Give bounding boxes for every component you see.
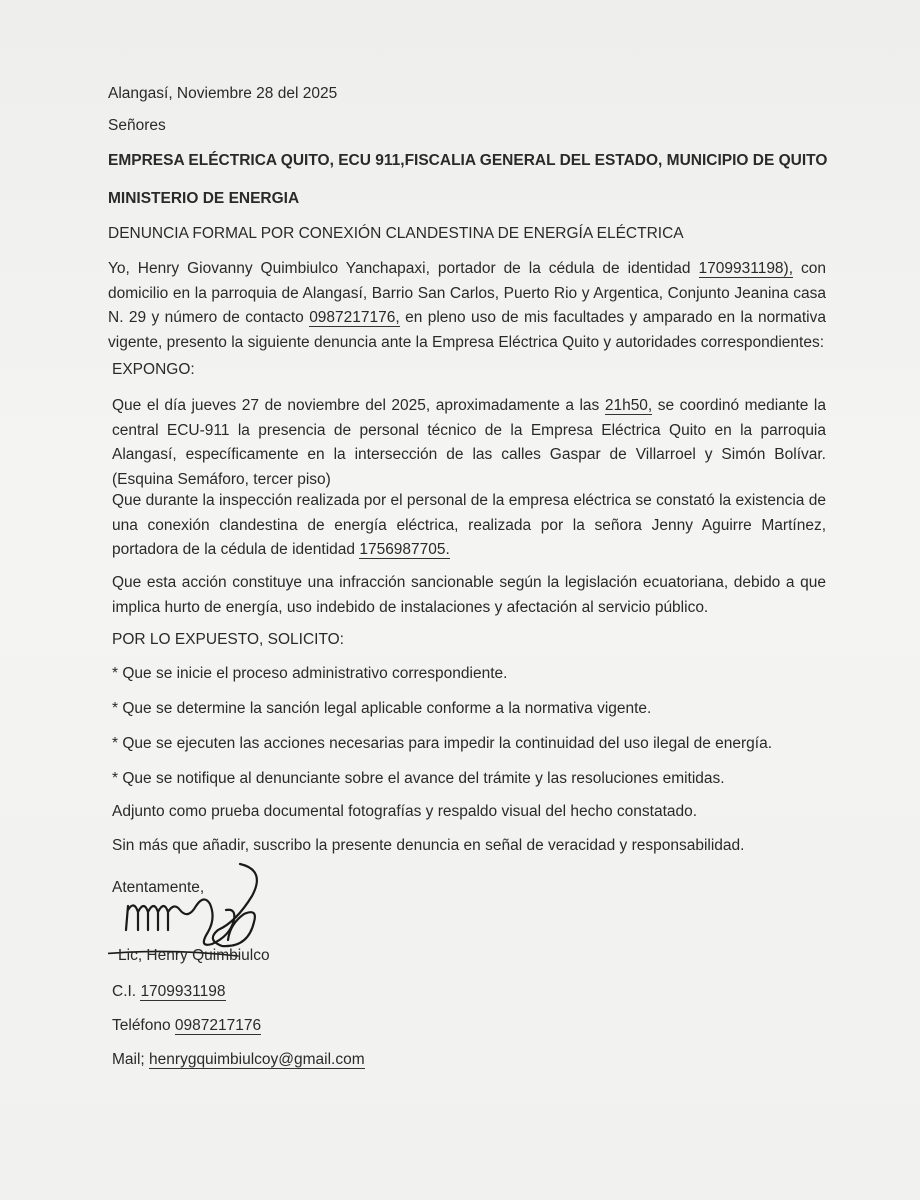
phone-label: Teléfono [112, 1017, 171, 1034]
intro-text-2: con domicilio en la parroquia de Alangasí, Barrio San Carlos, Puerto Rio y Argentica, Conjunto Jeanina casa N. 29 y número de contacto [108, 260, 826, 326]
mail-label: Mail; [112, 1051, 145, 1068]
attachment-note: Adjunto como prueba documental fotografías y respaldo visual del hecho constatado. [112, 803, 698, 820]
salutation: Señores [108, 117, 166, 134]
intro-paragraph [108, 257, 826, 355]
fact-paragraph-3: Que esta acción constituye una infracción sancionable según la legislación ecuatoriana, debido a que implica hurto de energía, uso indebido de instalaciones y afectación al servicio público. [112, 574, 826, 616]
mail-value[interactable]: henrygquimbiulcoy@gmail.com [149, 1051, 365, 1068]
complainant-id-number: 1709931198), [698, 260, 794, 277]
request-item: * Que se inicie el proceso administrativo correspondiente. [112, 665, 508, 682]
recipients-line-2: MINISTERIO DE ENERGIA [108, 190, 300, 207]
date-line: Alangasí, Noviembre 28 del 2025 [108, 85, 338, 102]
contact-phone: 0987217176, [309, 309, 400, 326]
fact1-text-1: Que el día jueves 27 de noviembre del 2025, aproximadamente a las [112, 397, 605, 414]
incident-time: 21h50, [604, 397, 653, 414]
subject-line: DENUNCIA FORMAL POR CONEXIÓN CLANDESTINA DE ENERGÍA ELÉCTRICA [108, 225, 684, 242]
intro-text-3: en pleno uso de mis facultades y amparado en la normativa vigente, presento la siguiente denuncia ante la Empresa Eléctrica Quito y autoridades correspondientes: [108, 309, 826, 351]
signer-name: Lic, Henry Quimbiulco [118, 947, 270, 964]
ci-line [112, 980, 226, 1004]
accused-id-number: 1756987705. [359, 541, 450, 558]
fact2-text: Que durante la inspección realizada por el personal de la empresa eléctrica se constató la existencia de una conexión clandestina de energía eléctrica, realizada por la señora Jenny Aguirre Martínez, portadora de la cédula de identidad [112, 492, 826, 558]
request-item: * Que se notifique al denunciante sobre el avance del trámite y las resoluciones emitidas. [112, 770, 725, 787]
ci-label: C.I. [112, 983, 137, 1000]
request-item: * Que se determine la sanción legal aplicable conforme a la normativa vigente. [112, 700, 652, 717]
intro-text-1: Yo, Henry Giovanny Quimbiulco Yanchapaxi, portador de la cédula de identidad [108, 260, 699, 277]
fact-paragraph-1 [112, 394, 826, 492]
sign-off: Atentamente, [112, 879, 205, 896]
phone-value: 0987217176 [174, 1017, 262, 1034]
recipients-line-1: EMPRESA ELÉCTRICA QUITO, ECU 911,FISCALIA GENERAL DEL ESTADO, MUNICIPIO DE QUITO [108, 152, 828, 169]
request-item: * Que se ejecuten las acciones necesarias para impedir la continuidad del uso ilegal de energía. [112, 735, 773, 752]
ci-value: 1709931198 [140, 983, 226, 1000]
solicito-heading: POR LO EXPUESTO, SOLICITO: [112, 631, 344, 648]
expongo-heading: EXPONGO: [112, 361, 195, 378]
closing-statement: Sin más que añadir, suscribo la presente denuncia en señal de veracidad y responsabilidad. [112, 837, 745, 854]
phone-line [112, 1014, 261, 1038]
fact-paragraph-2 [112, 489, 826, 563]
mail-line [112, 1048, 365, 1072]
fact1-text-2: se coordinó mediante la central ECU-911 la presencia de personal técnico de la Empresa Eléctrica Quito en la parroquia Alangasí, específicamente en la intersección de las calles Gaspar de Villarroel y Simón Bolívar. (Esquina Semáforo, tercer piso) [112, 397, 826, 488]
